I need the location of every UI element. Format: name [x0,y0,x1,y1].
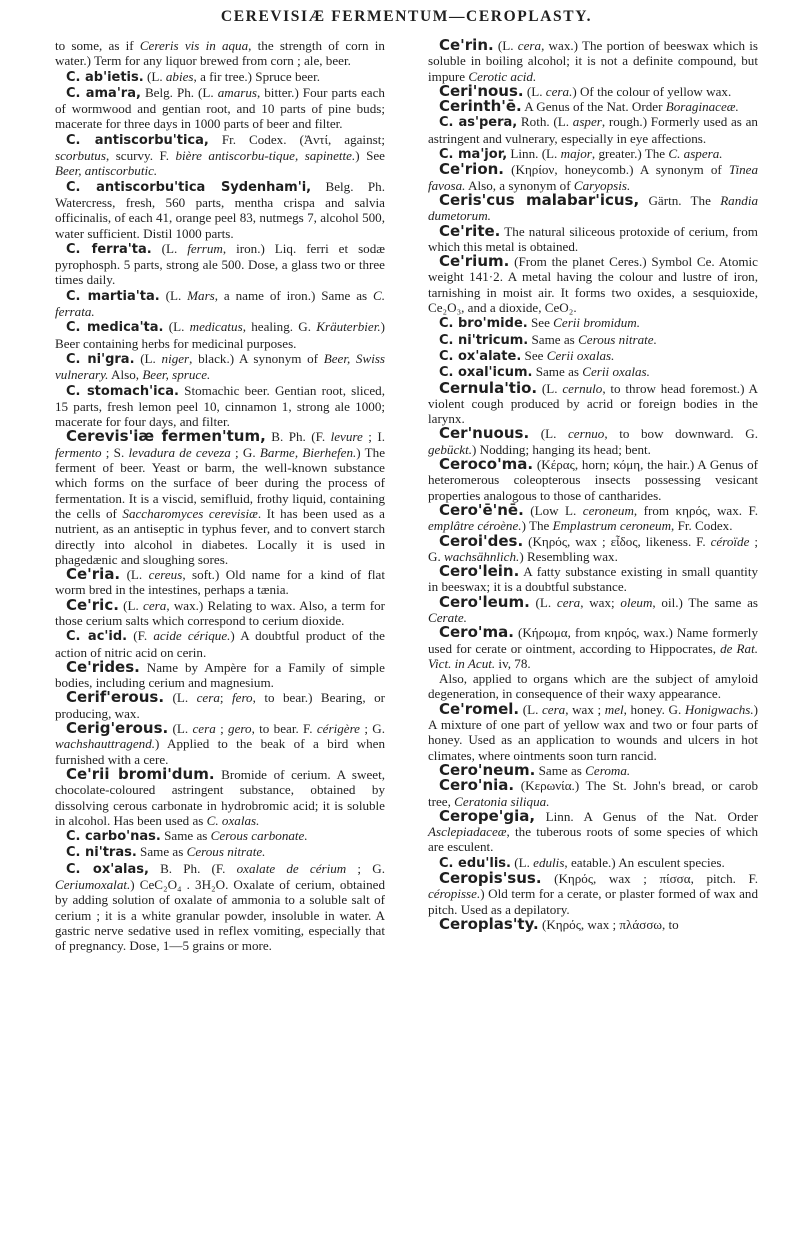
entry-definition: (L. cera.) Of the colour of yellow wax. [523,83,732,99]
entry-headword: Cerinth'ē. [439,97,522,116]
left-entry [55,828,385,844]
entry-headword: Cero'ē'nē. [439,500,524,519]
right-entry [428,592,758,626]
entry-headword: Cero'lein. [439,562,520,581]
right-entry [428,162,758,193]
left-entry [55,319,385,351]
right-entry [428,699,758,763]
right-entry [428,332,758,348]
entry-headword: Cerope'gia, [439,806,536,825]
entry-definition: (Κηρός, wax ; πλάσσω, to [538,916,679,932]
entry-definition: (L. cera, wax.) The portion of beeswax which is soluble in boiling alcohol; it is not a definite compound, but impure Cerotic acid. [428,38,758,84]
entry-headword: Ceropis'sus. [439,869,542,888]
right-entry [428,914,758,933]
left-entry [55,288,385,320]
entry-definition: A fatty substance existing in small quantity in beeswax; it is a doubtful substance. [428,564,758,595]
entry-headword: Ce'rite. [439,221,501,240]
entry-headword: C. ni'tras. [66,845,137,861]
entry-headword: C. as'pera, [439,115,518,131]
entry-definition: (Κέρας, horn; κόμη, the hair.) A Genus of heteromerous coleopterous insects possessing vesicant properties analogous to those of cantharides. [428,457,758,503]
left-entry [55,38,385,69]
entry-definition: Roth. (L. asper, rough.) Formerly used as an astringent and vulnerary, especially in eye affections. [428,114,758,146]
entry-headword: Cero'leum. [439,592,530,611]
entry-definition: B. Ph. (F. levure ; I. fermento ; S. levadura de ceveza ; G. Barme, Bierhefen.) The ferment of beer. Yeast or barm, the well-known substance which forms on the surface of beer during the process of fermentation. It is a viscid, semifluid, frothy liquid, containing the cells of Saccharomyces cerevisiæ. It has been used as a nutrient, as an antiseptic in typhus fever, and to convert starch directly into alcohol in diabetes. Locally it is used in phagedænic and sloughing sores. [55,429,386,567]
left-entry [55,429,385,567]
entry-definition: (Low L. ceroneum, from κηρός, wax. F. emplâtre céroène.) The Emplastrum ceroneum, Fr. Codex. [428,502,758,534]
right-entry [428,221,758,255]
entry-headword: Ce'rion. [439,160,504,179]
entry-definition: (L. abies, a fir tree.) Spruce beer. [143,68,321,84]
left-entry [55,132,385,179]
left-entry [55,567,385,598]
entry-definition: (F. acide cérique.) A doubtful product of the action of nitric acid on cerin. [55,628,385,660]
right-entry [428,348,758,364]
entry-definition: (L. niger, black.) A synonym of Beer, Swiss vulnerary. Also, Beer, spruce. [55,350,386,383]
entry-headword: C. ferra'ta. [66,241,152,257]
left-entry [55,844,385,860]
entry-headword: C. antiscorbu'tica Sydenham'i, [66,179,312,195]
entry-headword: Ceris'cus malabar'icus, [439,190,640,209]
right-entry [428,806,758,855]
entry-definition: Fr. Codex. (Ἀντί, against; scorbutus, scurvy. F. bière antiscorbu-tique, sapinette.) See Beer, antiscorbutic. [55,131,385,179]
left-entry [55,85,385,132]
entry-headword: Cer'nuous. [439,424,530,443]
entry-definition: to some, as if Cereris vis in aqua, the strength of corn in water.) Term for any liquor brewed from corn ; ale, beer. [55,38,385,69]
entry-definition: (L. edulis, eatable.) An esculent species. [510,854,725,870]
entry-headword: C. stomach'ica. [66,383,179,399]
entry-definition: (Κηρός, wax ; πίσσα, pitch. F. céropisse.) Old term for a cerate, or plaster formed of wax and pitch. Used as a depilatory. [428,871,758,917]
entry-headword: C. ox'alas, [66,861,149,877]
entry-definition: Gärtn. The Randia dumetorum. [428,192,759,224]
running-head: CEREVISIÆ FERMENTUM—CEROPLASTY. [220,8,593,25]
left-entry [55,690,385,721]
entry-definition: (Κηρός, wax ; εἶδος, likeness. F. céroïde ; G. wachsähnlich.) Resembling wax. [428,533,758,564]
entry-definition: (L. cera; fero, to bear.) Bearing, or producing, wax. [55,690,385,721]
entry-headword: C. ac'id. [66,629,128,645]
left-column [55,38,385,954]
entry-headword: Cerif'erous. [66,688,165,707]
entry-definition: The natural siliceous protoxide of cerium, from which this metal is obtained. [428,223,758,254]
entry-definition: (L. cereus, soft.) Old name for a kind of flat worm bred in the intestines, perhaps a tænia. [55,567,385,598]
entry-headword: C. ama'ra, [66,85,141,101]
entry-headword: Ceroplas'ty. [439,914,539,933]
entry-headword: C. oxal'icum. [439,365,533,381]
left-entry [55,657,385,691]
left-entry [55,383,385,430]
entry-definition: Name by Ampère for a Family of simple bodies, including cerium and magnesium. [55,659,385,691]
right-entry [428,457,758,503]
entry-headword: Ceri'nous. [439,81,524,100]
entry-definition: (L. medicatus, healing. G. Kräuterbier.) Beer containing herbs for medicinal purposes. [55,319,386,351]
left-entry [55,628,385,660]
entry-definition: Same as Cerous nitrate. [136,844,266,860]
left-entry [55,241,385,288]
entry-headword: Ce'rin. [439,36,494,54]
entry-definition: (L. cernulo, to throw head foremost.) A violent cough produced by acrid or foreign bodies in the larynx. [428,380,758,427]
entry-definition: Bromide of cerium. A sweet, chocolate-coloured astringent substance, obtained by dissolving cerous carbonate in hydrobromic acid; it is soluble in alcohol. Has been used as C. oxalas. [55,766,385,828]
entry-definition: Linn. A Genus of the Nat. Order Asclepiadaceæ, the tuberous roots of some species of which are esculent. [428,808,758,855]
entry-definition: Same as Cerous carbonate. [160,828,308,844]
right-entry [428,564,758,595]
left-entry [55,861,385,954]
entry-definition: (L. cernuo, to bow downward. G. gebückt.) Nodding; hanging its head; bent. [428,426,758,457]
entry-definition: A Genus of the Nat. Order Boraginaceæ. [521,99,739,115]
entry-definition: B. Ph. (F. oxalate de cérium ; G. Ceriumoxalat.) CeC₂O₄ . 3H₂O. Oxalate of cerium, obtained by adding solution of oxalate of ammonia to a soluble salt of cerium ; it is a white granular powder, insoluble in water. A gastric nerve sedative used in reflex vomiting, especially that of pregnancy. Dose, 1—5 grains or more. [55,860,385,954]
right-entry [428,99,758,114]
right-entry [428,500,758,534]
entry-headword: Ceroco'ma. [439,455,534,474]
entry-definition: See Cerii bromidum. [527,315,640,331]
right-entry [428,778,758,809]
entry-definition: (L. cera, wax; oleum, oil.) The same as Cerate. [428,594,758,625]
entry-headword: Cernula'tio. [439,378,538,397]
entry-headword: C. ni'tricum. [439,332,529,348]
right-entry [428,378,758,427]
entry-headword: Ceroi'des. [439,531,524,550]
left-entry [55,69,385,85]
entry-headword: C. medica'ta. [66,320,164,336]
entry-headword: C. edu'lis. [439,855,511,871]
entry-definition: Belg. Ph. (L. amarus, bitter.) Four parts each of wormwood and gentian root, and 10 parts of pine buds; macerate for three days in 1000 parts of beer and filter. [55,84,385,132]
two-column-body [55,38,758,954]
entry-definition: (Κηρίον, honeycomb.) A synonym of Tinea favosa. Also, a synonym of Caryopsis. [428,162,758,193]
entry-definition: (L. ferrum, iron.) Liq. ferri et sodæ pyrophosph. 5 parts, strong ale 500. Dose, a glass two or three times daily. [55,240,385,288]
right-entry [428,871,758,917]
right-entry [428,315,758,331]
entry-headword: C. bro'mide. [439,316,528,332]
entry-headword: C. ox'alate. [439,348,522,364]
entry-headword: Ce'ric. [66,595,119,614]
entry-definition: (L. cera, wax.) Relating to wax. Also, a term for those cerium salts which correspond to cerium dioxide. [55,597,385,628]
entry-headword: Ce'ria. [66,565,121,584]
entry-definition: Linn. (L. major, greater.) The C. aspera. [507,146,723,162]
entry-headword: Ce'rides. [66,657,140,676]
right-entry [428,426,758,457]
entry-definition: (L. cera, wax ; mel, honey. G. Honigwachs.) A mixture of one part of yellow wax and two or four parts of honey. Used as an application to wounds and ulcers in hot climates, where ointments soon turn rancid. [428,701,758,763]
entry-definition: Also, applied to organs which are the subject of amyloid degeneration, in consequence of their waxy appearance. [428,671,758,702]
entry-headword: C. ma'jor, [439,147,508,163]
left-entry [55,595,385,629]
right-column [428,38,758,954]
left-entry [55,764,385,828]
right-entry [428,114,758,146]
entry-definition: (From the planet Ceres.) Symbol Ce. Atomic weight 141·2. A metal having the colour and lustre of iron, tarnishing in moist air. It forms two oxides, a sesquioxide, Ce₂O₃, and a dioxide, CeO₂. [428,254,758,316]
entry-headword: Ce'rium. [439,252,510,271]
entry-headword: Cerig'erous. [66,719,169,738]
entry-definition: Stomachic beer. Gentian root, sliced, 15 parts, fresh lemon peel 10, cinnamon 1, strong ale 1000; macerate for four days, and filter. [55,382,385,430]
left-entry [55,721,385,767]
entry-definition: (L. cera ; gero, to bear. F. cérigère ; G. wachshauttragend.) Applied to the beak of a bird when furnished with a cere. [55,721,385,767]
entry-headword: Cero'ma. [439,623,514,642]
entry-definition: (Κερωνία.) The St. John's bread, or carob tree, Ceratonia siliqua. [428,778,758,809]
entry-definition: (Κήρωμα, from κηρός, wax.) Name formerly used for cerate or ointment, according to Hippocrates, de Rat. Vict. in Acut. iv, 78. [428,625,758,671]
right-entry [428,190,759,224]
right-entry [428,38,758,84]
entry-headword: Cero'neum. [439,760,536,779]
right-entry [428,254,758,315]
right-entry [428,671,758,702]
entry-headword: C. antiscorbu'tica, [66,132,209,148]
left-entry [55,351,385,383]
entry-headword: Cero'nia. [439,776,515,795]
left-entry [55,179,385,241]
entry-headword: C. ab'ietis. [66,69,144,85]
entry-definition: (L. Mars, a name of iron.) Same as C. ferrata. [55,287,386,320]
entry-headword: Cerevis'iæ fermen'tum, [66,427,266,446]
entry-headword: C. martia'ta. [66,288,160,304]
entry-definition: Belg. Ph. Watercress, fresh, 560 parts, mentha crispa and salvia officinalis, of each 41, orange peel 83, nutmegs 7, alcohol 500, water sufficient. Distil 1000 parts. [55,178,385,241]
entry-definition: Same as Ceroma. [535,762,631,778]
entry-headword: C. ni'gra. [66,351,135,367]
entry-definition: Same as Cerous nitrate. [528,331,657,347]
entry-headword: Ce'rii bromi'dum. [66,764,215,783]
entry-definition: See Cerii oxalas. [521,347,615,363]
entry-headword: C. carbo'nas. [66,829,161,845]
entry-definition: Same as Cerii oxalas. [532,364,650,380]
entry-headword: Ce'romel. [439,699,520,718]
right-entry [428,625,758,671]
right-entry [428,531,758,565]
